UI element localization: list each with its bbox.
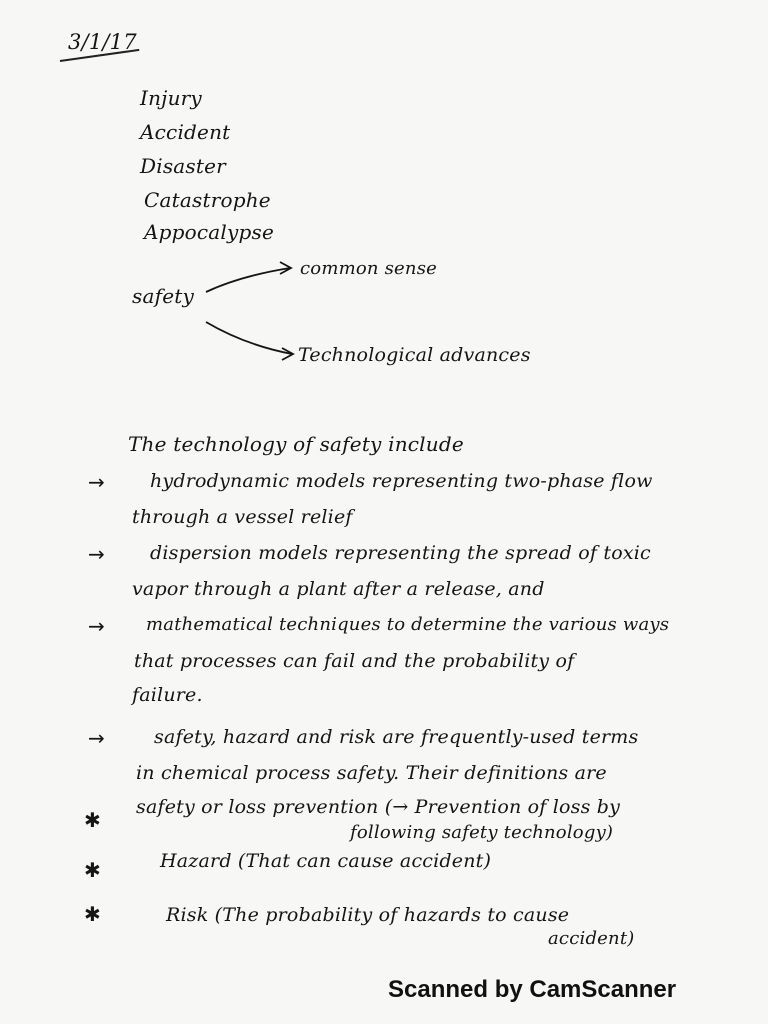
definition-risk-line-1: Risk (The probability of hazards to cause — [166, 904, 570, 926]
branch-common-sense: common sense — [300, 258, 437, 279]
star-bullet: ✱ — [84, 858, 101, 882]
term-injury: Injury — [140, 86, 202, 110]
point-2-line-1: dispersion models representing the spread of toxic — [150, 542, 651, 564]
definition-safety-line-2: following safety technology) — [350, 822, 614, 843]
definition-hazard: Hazard (That can cause accident) — [160, 850, 492, 872]
arrow-bullet: → — [88, 614, 105, 638]
term-disaster: Disaster — [140, 154, 226, 178]
definition-safety-line-1: safety or loss prevention (→ Prevention of loss by — [136, 796, 621, 818]
point-3-line-1: mathematical techniques to determine the various ways — [146, 614, 670, 635]
point-1-line-2: through a vessel relief — [132, 506, 353, 528]
point-1-line-1: hydrodynamic models representing two-phase flow — [150, 470, 653, 492]
date: 3/1/17 — [68, 30, 137, 54]
safety-label: safety — [132, 284, 194, 308]
camscanner-watermark: Scanned by CamScanner — [388, 976, 677, 1003]
arrow-bullet: → — [88, 470, 105, 494]
intro-line: The technology of safety include — [128, 432, 464, 456]
definition-risk-line-2: accident) — [548, 928, 635, 949]
point-3-line-2: that processes can fail and the probability of — [134, 650, 575, 672]
point-2-line-2: vapor through a plant after a release, and — [132, 578, 545, 600]
term-apocalypse: Appocalypse — [144, 220, 275, 244]
point-3-line-3: failure. — [132, 684, 203, 706]
star-bullet: ✱ — [84, 902, 101, 926]
arrow-to-common-sense — [206, 268, 290, 292]
branch-technological-advances: Technological advances — [298, 344, 531, 366]
star-bullet: ✱ — [84, 808, 101, 832]
term-catastrophe: Catastrophe — [144, 188, 271, 212]
arrow-to-technological-advances — [206, 322, 292, 354]
point-4-line-2: in chemical process safety. Their definitions are — [136, 762, 607, 784]
arrow-bullet: → — [88, 726, 105, 750]
term-accident: Accident — [140, 120, 231, 144]
point-4-line-1: safety, hazard and risk are frequently-used terms — [154, 726, 639, 748]
arrow-bullet: → — [88, 542, 105, 566]
